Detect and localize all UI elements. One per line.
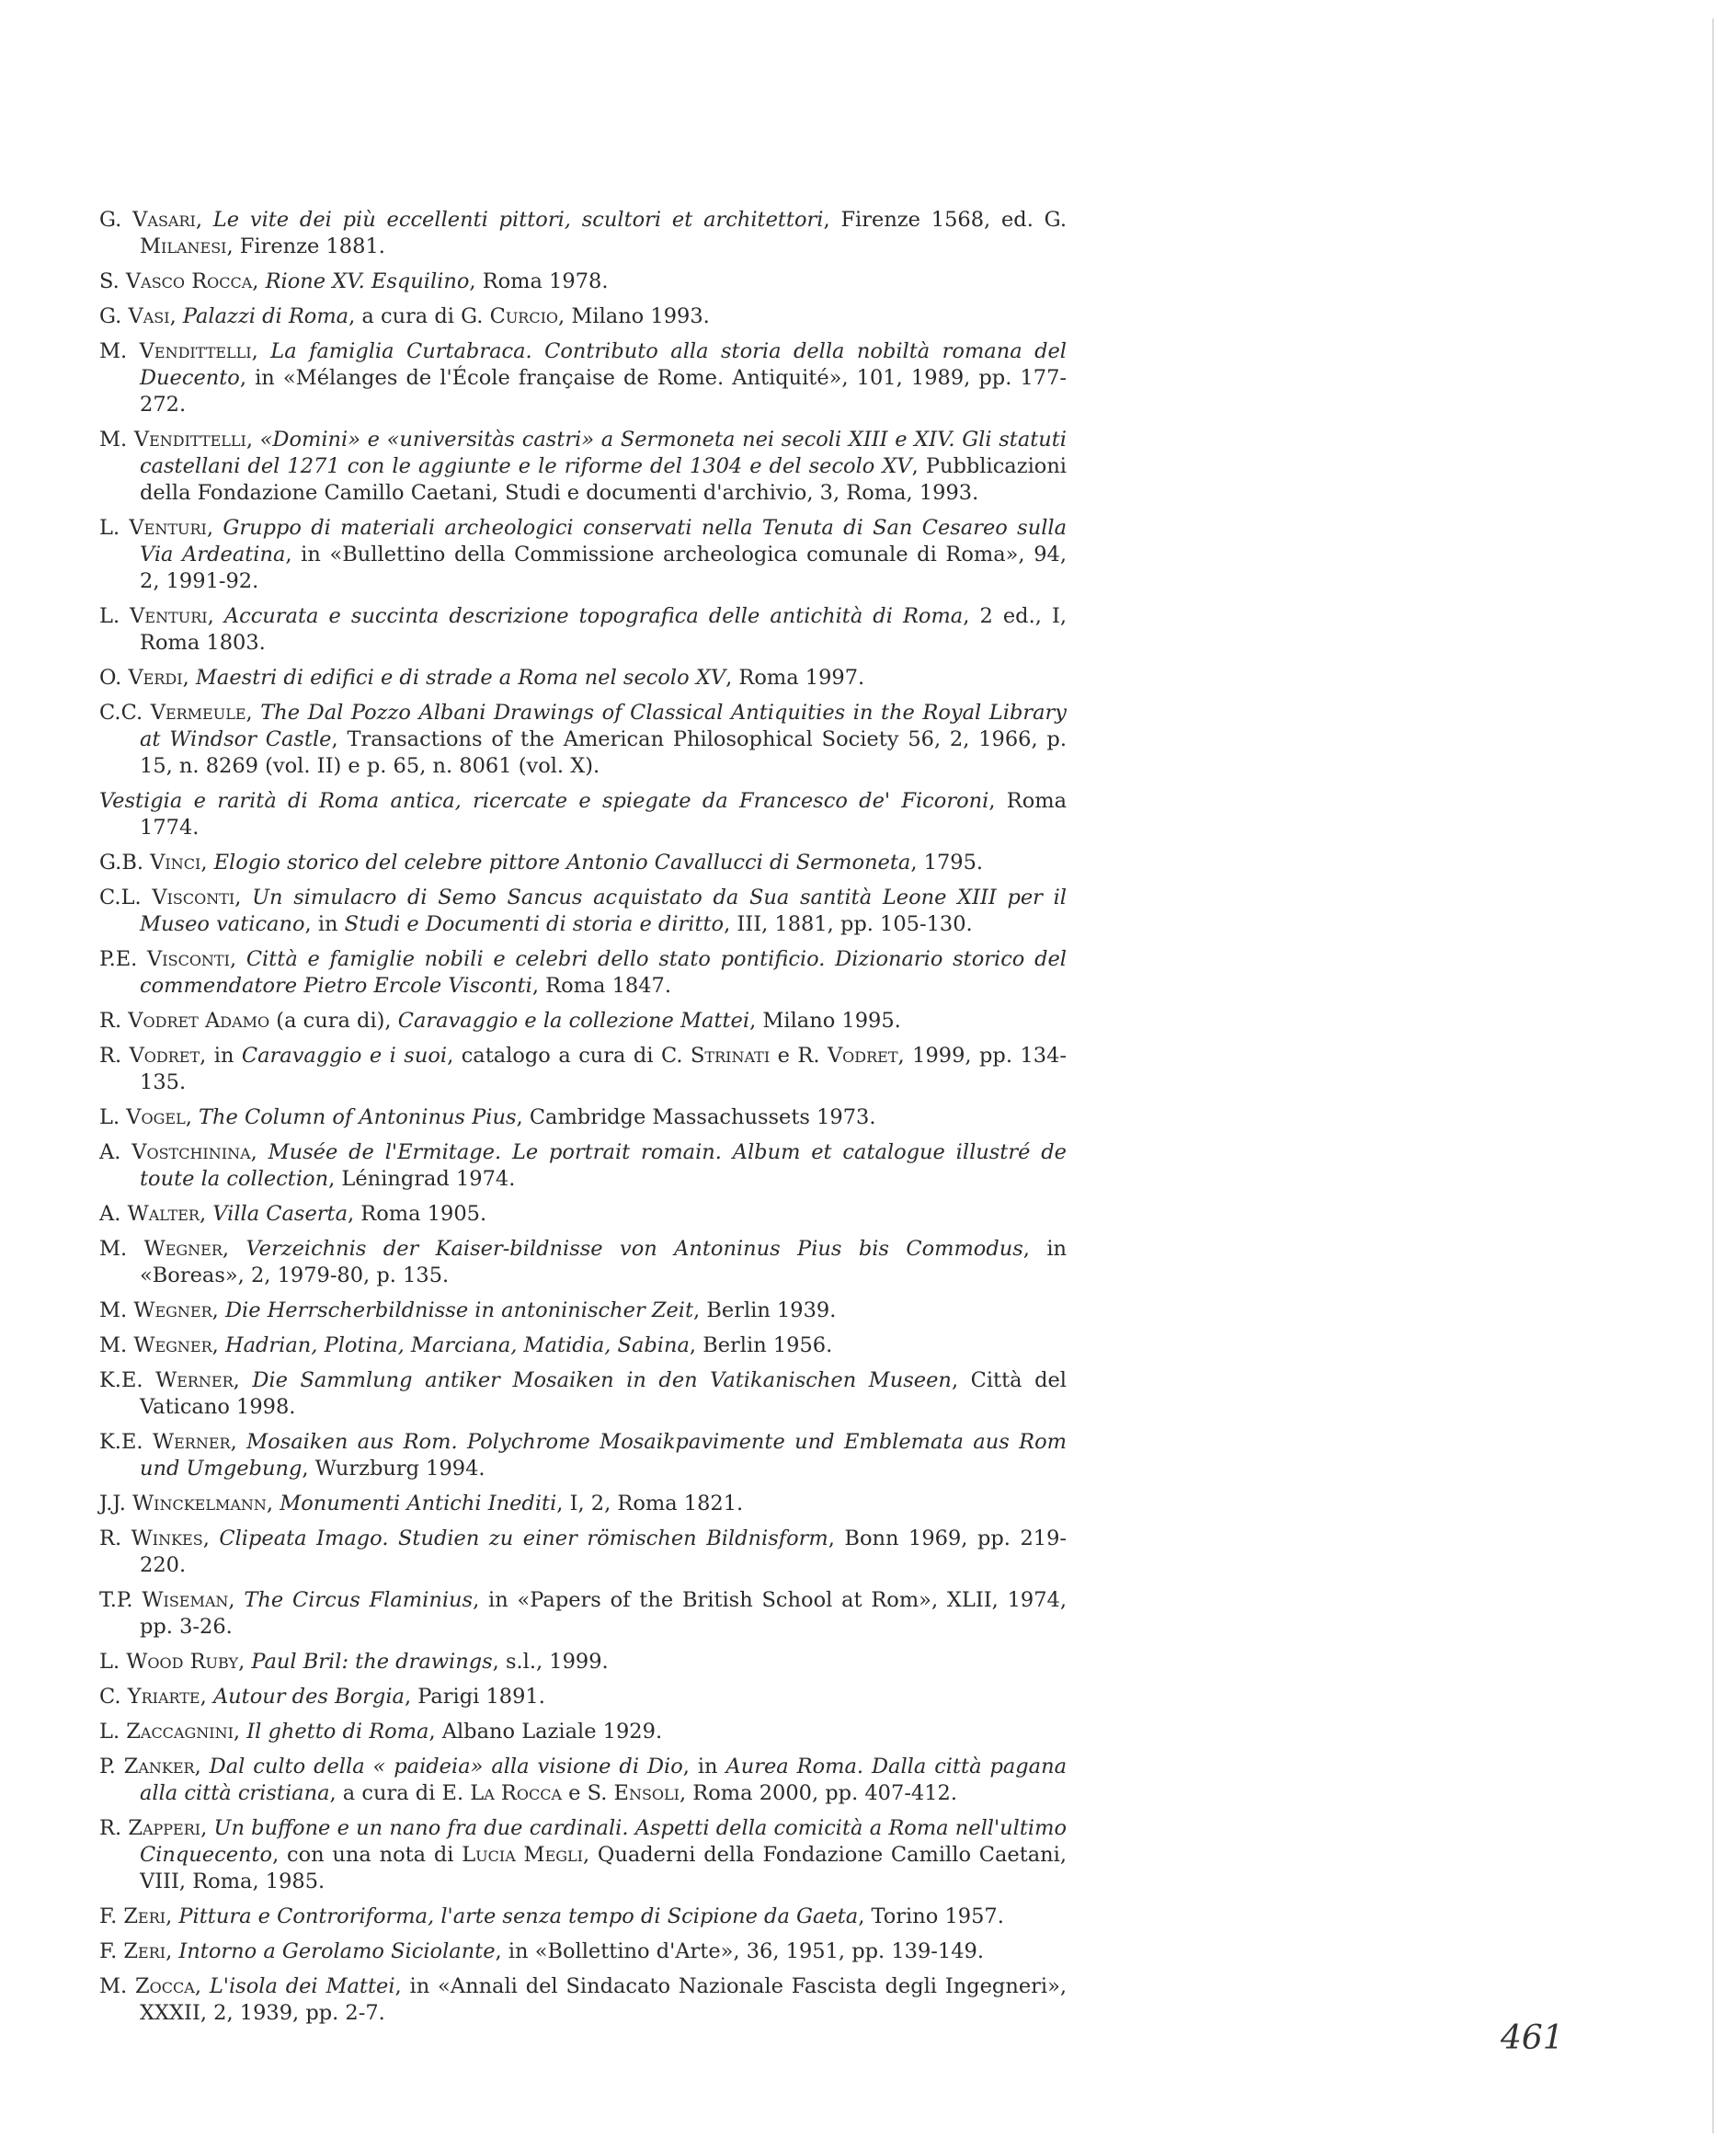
entry-title: Aurea Roma. Dalla città pagana alla città cristiana <box>140 1755 1067 1805</box>
entry-text: , <box>230 1430 247 1454</box>
entry-author: Vodret Adamo <box>128 1009 270 1033</box>
entry-title: The Dal Pozzo Albani Drawings of Classical Antiquities in the Royal Library at Windsor Castle <box>140 701 1067 751</box>
entry-author: La Rocca <box>470 1781 562 1805</box>
bibliography-entry <box>99 1938 1067 1965</box>
bibliography-entry <box>99 207 1067 260</box>
bibliography-entry <box>99 1367 1067 1421</box>
entry-text: , <box>252 269 266 293</box>
entry-text: , <box>222 1237 246 1261</box>
entry-text: , s.l., 1999. <box>492 1650 609 1674</box>
entry-text: R. <box>99 1816 129 1840</box>
entry-text: L. <box>99 1650 127 1674</box>
entry-text: , <box>233 1720 247 1744</box>
entry-text: M. <box>99 1237 144 1261</box>
entry-text: , Milano 1995. <box>749 1009 901 1033</box>
entry-text: , 2 ed., I, Roma 1803. <box>140 604 1067 655</box>
entry-author: Zeri <box>123 1939 166 1963</box>
bibliography-entry <box>99 1754 1067 1807</box>
entry-text: A. <box>99 1202 128 1226</box>
entry-text: R. <box>99 1044 130 1068</box>
entry-author: Wegner <box>133 1298 212 1322</box>
entry-text: , a cura di E. <box>329 1781 471 1805</box>
entry-title: Musée de l'Ermitage. Le portrait romain. Album et catalogue illustré de toute la collection <box>140 1140 1067 1191</box>
entry-text: K.E. <box>99 1430 153 1454</box>
entry-author: Venturi <box>130 604 208 628</box>
bibliography-entry <box>99 1429 1067 1482</box>
entry-text: , <box>246 701 261 725</box>
bibliography-entry <box>99 1815 1067 1895</box>
entry-title: Caravaggio e i suoi <box>241 1044 448 1068</box>
bibliography-entry <box>99 1332 1067 1359</box>
entry-title: Un buffone e un nano fra due cardinali. Aspetti della comicità a Roma nell'ultimo Cinquecento <box>140 1816 1067 1867</box>
bibliography-entry <box>99 665 1067 692</box>
entry-text: , Roma 1905. <box>348 1202 487 1226</box>
entry-title: L'isola dei Mattei <box>209 1974 395 1998</box>
bibliography-entry <box>99 338 1067 418</box>
entry-text: , <box>234 886 253 909</box>
entry-author: Zanker <box>123 1755 195 1778</box>
entry-title: Verzeichnis der Kaiser-bildnisse von Antoninus Pius bis Commodus <box>246 1237 1023 1261</box>
bibliography-entry <box>99 1491 1067 1517</box>
entry-text: G. <box>99 208 133 232</box>
entry-text: , <box>211 1333 225 1357</box>
entry-title: Die Sammlung antiker Mosaiken in den Vatikanischen Museen <box>252 1368 952 1392</box>
entry-text: L. <box>99 1720 127 1744</box>
bibliography-entry <box>99 788 1067 841</box>
bibliography-entry <box>99 946 1067 1000</box>
entry-title: Hadrian, Plotina, Marciana, Matidia, Sabina <box>224 1333 690 1357</box>
entry-text: M. <box>99 1298 134 1322</box>
entry-title: Dal culto della « paideia» alla visione di Dio <box>209 1755 683 1778</box>
bibliography-entry <box>99 1684 1067 1710</box>
bibliography-entry <box>99 885 1067 938</box>
entry-text: L. <box>99 1105 127 1129</box>
entry-text: S. <box>99 269 126 293</box>
entry-title: Maestri di edifici e di strade a Roma nel secolo XV <box>195 666 726 690</box>
entry-author: Visconti <box>152 886 235 909</box>
entry-author: Winckelmann <box>132 1492 267 1515</box>
entry-text: , III, 1881, pp. 105-130. <box>724 912 973 936</box>
entry-author: Lucia Megli <box>462 1843 583 1867</box>
entry-text: , <box>194 1755 210 1778</box>
entry-text: P.E. <box>99 947 148 971</box>
entry-author: Wegner <box>133 1333 212 1357</box>
bibliography-entry <box>99 303 1067 330</box>
entry-text: , Cambridge Massachussets 1973. <box>516 1105 876 1129</box>
entry-text: , Roma 2000, pp. 407-412. <box>680 1781 958 1805</box>
bibliography-entry <box>99 850 1067 876</box>
entry-title: Vestigia e rarità di Roma antica, ricercate e spiegate da Francesco de' Ficoroni <box>99 789 989 813</box>
bibliography-entry <box>99 1043 1067 1096</box>
bibliography-entry <box>99 515 1067 595</box>
entry-text: P. <box>99 1755 124 1778</box>
entry-author: Visconti <box>147 947 230 971</box>
entry-text: , Bonn 1969, pp. 219-220. <box>140 1527 1068 1577</box>
entry-text: , in «Annali del Sindacato Nazionale Fascista degli Ingegneri», XXXII, 2, 1939, pp. 2-7. <box>140 1974 1068 2025</box>
entry-title: Clipeata Imago. Studien zu einer römischen Bildnisform <box>219 1527 828 1550</box>
entry-text: , <box>200 851 214 875</box>
entry-text: R. <box>99 1009 129 1033</box>
entry-title: The Circus Flaminius <box>244 1588 474 1612</box>
entry-author: Zeri <box>123 1904 166 1928</box>
entry-text: , in <box>682 1755 726 1778</box>
entry-author: Vasco Rocca <box>125 269 253 293</box>
entry-text: , Torino 1957. <box>858 1904 1004 1928</box>
entry-text: , <box>195 208 213 232</box>
entry-author: Vodret <box>129 1044 200 1068</box>
entry-text: , in «Bullettino della Commissione archeologica comunale di Roma», 94, 2, 1991-92. <box>140 543 1067 593</box>
entry-text: , Firenze 1568, ed. G. <box>823 208 1067 232</box>
entry-text: , 1795. <box>910 851 984 875</box>
entry-title: Le vite dei più eccellenti pittori, scultori et architettori <box>212 208 824 232</box>
entry-title: Palazzi di Roma <box>182 304 349 328</box>
entry-author: Strinati <box>691 1044 771 1068</box>
entry-text: , Roma 1847. <box>531 974 671 998</box>
entry-text: T.P. <box>99 1588 143 1612</box>
entry-text: F. <box>99 1904 124 1928</box>
entry-text: e S. <box>562 1781 614 1805</box>
entry-author: Zapperi <box>128 1816 201 1840</box>
bibliography-entry <box>99 1236 1067 1289</box>
entry-text: , Quaderni della Fondazione Camillo Caetani, VIII, Roma, 1985. <box>140 1843 1068 1893</box>
bibliography-entry <box>99 1201 1067 1228</box>
entry-text: , Albano Laziale 1929. <box>428 1720 663 1744</box>
entry-text: , Roma 1978. <box>469 269 609 293</box>
entry-author: Venturi <box>129 516 207 540</box>
entry-author: Wiseman <box>142 1588 229 1612</box>
entry-text: F. <box>99 1939 124 1963</box>
bibliography-entry <box>99 700 1067 780</box>
entry-author: Wood Ruby <box>126 1650 239 1674</box>
entry-text: , <box>166 1904 179 1928</box>
entry-author: Ensoli <box>613 1781 680 1805</box>
entry-author: Vinci <box>150 851 201 875</box>
entry-text: R. <box>99 1527 131 1550</box>
entry-author: Vostchinina <box>131 1140 251 1164</box>
entry-author: Zaccagnini <box>126 1720 234 1744</box>
entry-text: G. <box>99 304 129 328</box>
entry-author: Vendittelli <box>133 428 246 452</box>
entry-text: , in «Bollettino d'Arte», 36, 1951, pp. 139-149. <box>495 1939 984 1963</box>
entry-author: Wegner <box>143 1237 223 1261</box>
entry-text: , Wurzburg 1994. <box>302 1457 485 1481</box>
entry-text: , <box>199 1202 213 1226</box>
entry-author: Vendittelli <box>139 339 252 363</box>
entry-text: , <box>246 428 260 452</box>
entry-text: , Parigi 1891. <box>404 1685 545 1709</box>
entry-author: Verdi <box>128 666 183 690</box>
bibliography-entry <box>99 1649 1067 1675</box>
entry-title: Accurata e succinta descrizione topografica delle antichità di Roma <box>223 604 964 628</box>
entry-author: Vogel <box>126 1105 186 1129</box>
entry-author: Werner <box>155 1368 234 1392</box>
bibliography-entry <box>99 1587 1067 1641</box>
bibliography-entry <box>99 1104 1067 1131</box>
entry-text: , I, 2, Roma 1821. <box>556 1492 744 1515</box>
entry-text: , <box>228 1588 245 1612</box>
entry-title: «Domini» e «universitàs castri» a Sermoneta nei secoli XIII e XIV. Gli statuti castellani del 1271 con le aggiunte e le riforme del 1304 e del secolo XV <box>140 428 1068 478</box>
entry-author: Vasari <box>132 208 196 232</box>
entry-text: e R. <box>770 1044 828 1068</box>
entry-author: Vermeule <box>150 701 246 725</box>
entry-text: , <box>207 604 224 628</box>
bibliography-entry <box>99 1139 1067 1193</box>
entry-title: Paul Bril: the drawings <box>251 1650 493 1674</box>
entry-author: Vodret <box>827 1044 898 1068</box>
entry-title: Die Herrscherbildnisse in antoninischer Zeit <box>224 1298 694 1322</box>
entry-author: Winkes <box>131 1527 203 1550</box>
entry-text: , in «Papers of the British School at Rom», XLII, 1974, pp. 3-26. <box>140 1588 1067 1639</box>
entry-title: La famiglia Curtabraca. Contributo alla storia della nobiltà romana del Duecento <box>140 339 1067 390</box>
entry-title: Un simulacro di Semo Sancus acquistato da Sua santità Leone XIII per il Museo vaticano <box>140 886 1067 936</box>
entry-text: (a cura di), <box>269 1009 398 1033</box>
entry-text: , in «Mélanges de l'École française de Rome. Antiquité», 101, 1989, pp. 177-272. <box>140 366 1067 417</box>
entry-title: Autour des Borgia <box>212 1685 405 1709</box>
entry-text: , <box>251 339 271 363</box>
entry-author: Milanesi <box>140 234 227 258</box>
entry-title: Caravaggio e la collezione Mattei <box>397 1009 750 1033</box>
entry-text: , Città del Vaticano 1998. <box>140 1368 1067 1419</box>
bibliography-entry <box>99 269 1067 295</box>
entry-author: Zocca <box>135 1974 195 1998</box>
entry-text: J.J. <box>99 1492 133 1515</box>
entry-text: , <box>229 947 246 971</box>
entry-author: Walter <box>127 1202 200 1226</box>
entry-text: M. <box>99 1974 136 1998</box>
entry-text: , <box>194 1974 210 1998</box>
entry-text: , Roma 1774. <box>140 789 1067 840</box>
entry-text: M. <box>99 339 140 363</box>
entry-author: Werner <box>152 1430 231 1454</box>
entry-text: K.E. <box>99 1368 156 1392</box>
entry-text: , Transactions of the American Philosophical Society 56, 2, 1966, p. 15, n. 8269 (vol. II) e p. 65, n. 8061 (vol. X). <box>140 727 1067 778</box>
entry-text: , <box>182 666 196 690</box>
entry-text: C. <box>99 1685 128 1709</box>
entry-title: Gruppo di materiali archeologici conservati nella Tenuta di San Cesareo sulla Via Ardeatina <box>140 516 1068 566</box>
bibliography-entry <box>99 1973 1067 2027</box>
bibliography-entry <box>99 1008 1067 1035</box>
entry-text: , <box>166 1939 179 1963</box>
entry-text: , <box>202 1527 220 1550</box>
entry-title: Villa Caserta <box>212 1202 348 1226</box>
entry-text: A. <box>99 1140 132 1164</box>
entry-text: M. <box>99 428 134 452</box>
entry-title: Pittura e Controriforma, l'arte senza tempo di Scipione da Gaeta <box>178 1904 859 1928</box>
entry-text: , <box>238 1650 252 1674</box>
entry-title: Mosaiken aus Rom. Polychrome Mosaikpavimente und Emblemata aus Rom und Umgebung <box>140 1430 1067 1481</box>
entry-text: L. <box>99 516 130 540</box>
entry-text: , catalogo a cura di C. <box>447 1044 691 1068</box>
entry-text: , 1999, pp. 134-135. <box>140 1044 1067 1094</box>
entry-text: , <box>250 1140 268 1164</box>
entry-text: , <box>185 1105 200 1129</box>
entry-title: Intorno a Gerolamo Siciolante <box>178 1939 496 1963</box>
bibliography-entry <box>99 1904 1067 1930</box>
bibliography-entry <box>99 1719 1067 1745</box>
bibliography-list <box>99 207 1067 2035</box>
entry-text: , Berlin 1939. <box>693 1298 837 1322</box>
entry-text: , <box>200 1816 214 1840</box>
entry-text: , in «Boreas», 2, 1979-80, p. 135. <box>140 1237 1068 1287</box>
entry-title: The Column of Antoninus Pius <box>199 1105 517 1129</box>
entry-text: , in <box>304 912 345 936</box>
entry-title: Rione XV. Esquilino <box>265 269 470 293</box>
entry-author: Vasi <box>128 304 170 328</box>
entry-text: , Roma 1997. <box>725 666 865 690</box>
bibliography-entry <box>99 1526 1067 1579</box>
entry-text: , Léningrad 1974. <box>328 1167 516 1191</box>
page-edge <box>1712 18 1714 2133</box>
entry-text: , <box>266 1492 280 1515</box>
entry-text: , <box>206 516 223 540</box>
entry-title: Città e famiglie nobili e celebri dello stato pontificio. Dizionario storico del commendatore Pietro Ercole Visconti <box>140 947 1067 998</box>
entry-text: O. <box>99 666 129 690</box>
entry-text: , <box>211 1298 225 1322</box>
bibliography-entry <box>99 1298 1067 1324</box>
entry-text: , <box>200 1685 213 1709</box>
bibliography-entry <box>99 603 1067 657</box>
entry-text: C.C. <box>99 701 151 725</box>
entry-text: , <box>169 304 183 328</box>
entry-text: C.L. <box>99 886 153 909</box>
entry-title: Studi e Documenti di storia e diritto <box>344 912 725 936</box>
entry-text: , Milano 1993. <box>558 304 710 328</box>
entry-title: Monumenti Antichi Inediti <box>280 1492 557 1515</box>
entry-text: L. <box>99 604 131 628</box>
bibliography-entry <box>99 427 1067 507</box>
entry-title: Elogio storico del celebre pittore Antonio Cavallucci di Sermoneta <box>213 851 911 875</box>
entry-text: , <box>233 1368 253 1392</box>
entry-text: , Pubblicazioni della Fondazione Camillo Caetani, Studi e documenti d'archivio, 3, Roma, 1993. <box>140 454 1068 505</box>
entry-text: G.B. <box>99 851 151 875</box>
entry-text: M. <box>99 1333 134 1357</box>
entry-text: , Berlin 1956. <box>689 1333 833 1357</box>
entry-author: Curcio <box>489 304 559 328</box>
entry-text: , a cura di G. <box>348 304 490 328</box>
entry-text: , con una nota di <box>272 1843 463 1867</box>
entry-text: , in <box>200 1044 242 1068</box>
entry-text: , Firenze 1881. <box>226 234 385 258</box>
page-number: 461 <box>1501 2019 1564 2057</box>
entry-author: Yriarte <box>127 1685 200 1709</box>
entry-title: Il ghetto di Roma <box>246 1720 429 1744</box>
